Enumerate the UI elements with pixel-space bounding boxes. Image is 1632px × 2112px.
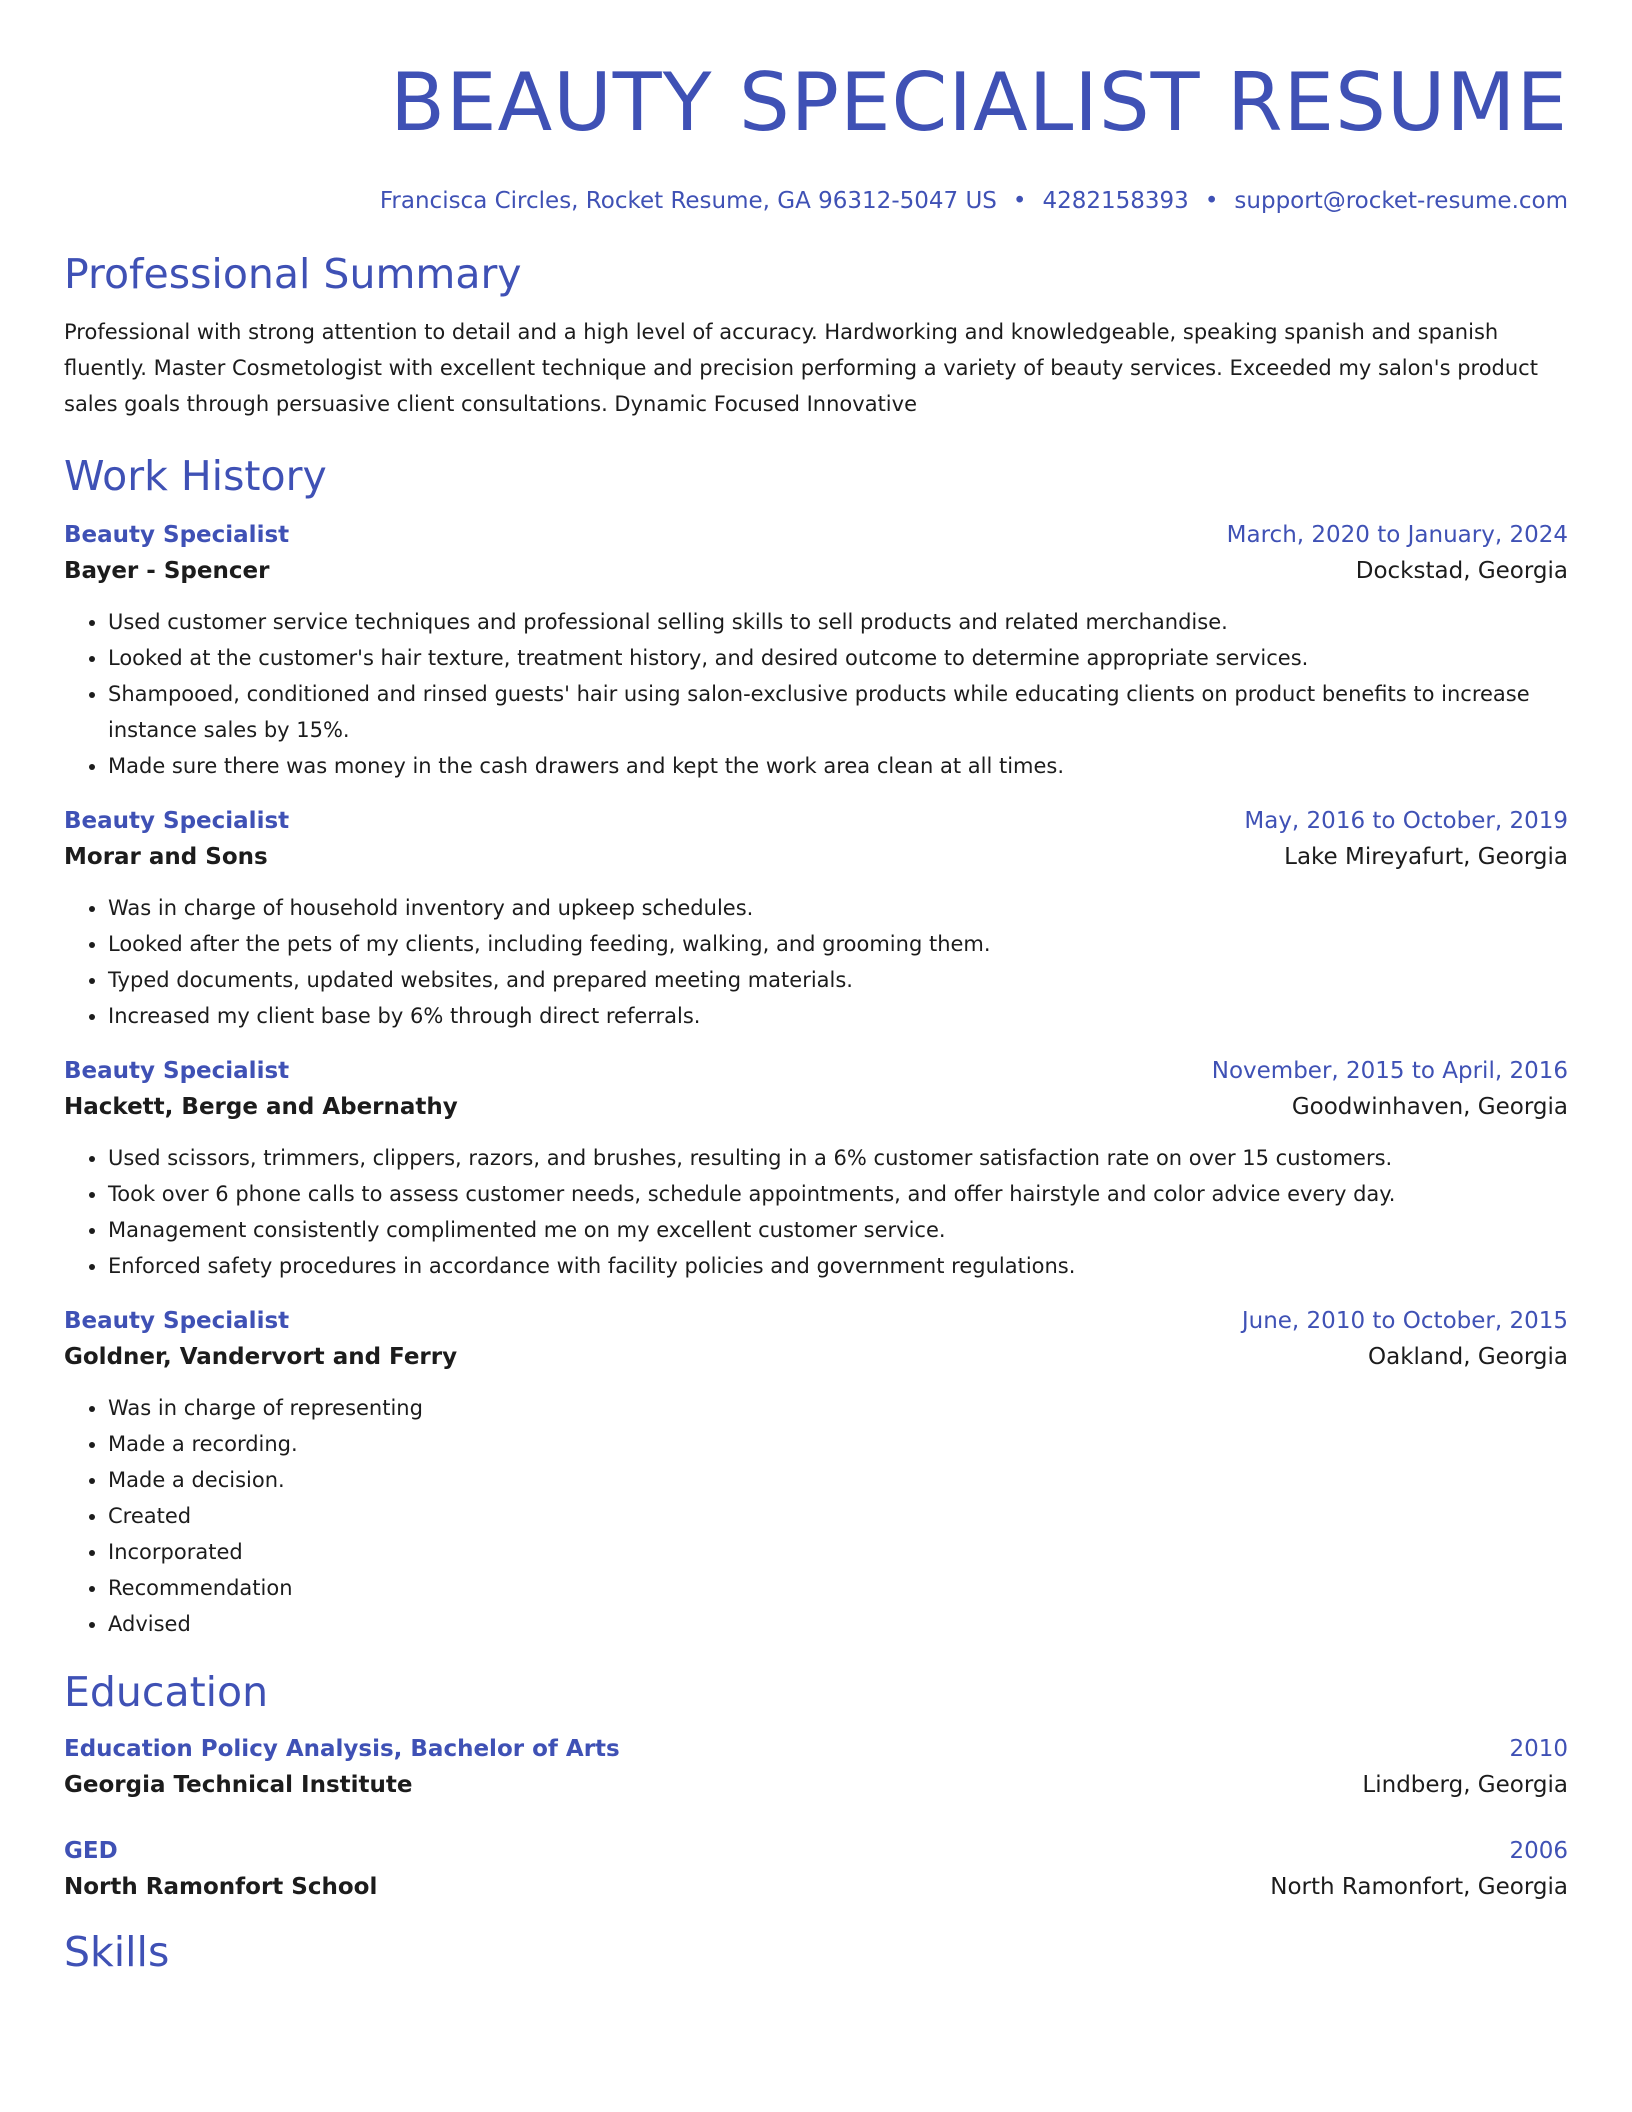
job-dates: June, 2010 to October, 2015 [1241, 1308, 1568, 1334]
job-role: Beauty Specialist [64, 1308, 290, 1334]
job-bullet: • Management consistently complimented me on my excellent customer service. [108, 1212, 1568, 1248]
job-bullets [64, 890, 1568, 1034]
job-bullet: • Looked after the pets of my clients, including feeding, walking, and grooming them. [108, 926, 1568, 962]
job-entry [64, 1304, 1568, 1642]
education-entry [64, 1834, 1568, 1906]
job-bullet: • Shampooed, conditioned and rinsed guests' hair using salon-exclusive products while educating clients on product benefits to increase instance sales by 15%. [108, 676, 1568, 748]
job-bullet: • Enforced safety procedures in accordance with facility policies and government regulations. [108, 1248, 1568, 1284]
job-bullet: • Made a decision. [108, 1462, 1568, 1498]
job-bullet: • Created [108, 1498, 1568, 1534]
job-location: Dockstad, Georgia [1355, 558, 1568, 584]
job-bullet: • Was in charge of representing [108, 1390, 1568, 1426]
job-company: Goldner, Vandervort and Ferry [64, 1344, 458, 1370]
job-entry [64, 518, 1568, 784]
education-school: Georgia Technical Institute [64, 1772, 413, 1798]
job-location: Lake Mireyafurt, Georgia [1284, 844, 1568, 870]
job-bullet: • Looked at the customer's hair texture, treatment history, and desired outcome to determine appropriate services. [108, 640, 1568, 676]
job-role: Beauty Specialist [64, 1058, 290, 1084]
job-bullet: • Recommendation [108, 1570, 1568, 1606]
job-bullet: • Made a recording. [108, 1426, 1568, 1462]
job-company: Bayer - Spencer [64, 558, 270, 584]
job-bullet: • Took over 6 phone calls to assess customer needs, schedule appointments, and offer hairstyle and color advice every day. [108, 1176, 1568, 1212]
job-bullet: • Advised [108, 1606, 1568, 1642]
job-bullet: • Made sure there was money in the cash drawers and kept the work area clean at all times. [108, 748, 1568, 784]
job-company: Hackett, Berge and Abernathy [64, 1094, 458, 1120]
contact-phone: 4282158393 [1042, 188, 1189, 214]
resume-header [64, 0, 1568, 216]
job-bullets [64, 604, 1568, 784]
job-dates: November, 2015 to April, 2016 [1211, 1058, 1568, 1084]
job-location: Oakland, Georgia [1368, 1344, 1568, 1370]
job-bullet: • Increased my client base by 6% through direct referrals. [108, 998, 1568, 1034]
contact-line [64, 186, 1568, 216]
education-location: Lindberg, Georgia [1362, 1772, 1568, 1798]
education-heading: Education [64, 1668, 269, 1716]
education-degree: Education Policy Analysis, Bachelor of Arts [64, 1736, 620, 1762]
job-role: Beauty Specialist [64, 808, 290, 834]
education-year: 2006 [1509, 1838, 1568, 1864]
contact-address: Francisca Circles, Rocket Resume, GA 96312-5047 US [379, 188, 997, 214]
page-title: BEAUTY SPECIALIST RESUME [390, 56, 1568, 149]
job-bullet: • Used scissors, trimmers, clippers, razors, and brushes, resulting in a 6% customer satisfaction rate on over 15 customers. [108, 1140, 1568, 1176]
job-role: Beauty Specialist [64, 522, 290, 548]
contact-separator: • [1204, 188, 1219, 214]
education-year: 2010 [1509, 1736, 1568, 1762]
skills-heading: Skills [64, 1928, 170, 1976]
summary-text: Professional with strong attention to detail and a high level of accuracy. Hardworking and knowledgeable, speaking spanish and spanish fluently. Master Cosmetologist with excellent technique and precision performing a variety of beauty services. Exceeded my salon's product sales goals through persuasive client consultations. Dynamic Focused Innovative [64, 320, 1538, 416]
job-bullet: • Incorporated [108, 1534, 1568, 1570]
job-bullet: • Typed documents, updated websites, and prepared meeting materials. [108, 962, 1568, 998]
job-company: Morar and Sons [64, 844, 268, 870]
job-entry [64, 1054, 1568, 1284]
education-location: North Ramonfort, Georgia [1270, 1874, 1568, 1900]
job-bullet: • Used customer service techniques and professional selling skills to sell products and related merchandise. [108, 604, 1568, 640]
job-dates: May, 2016 to October, 2019 [1244, 808, 1568, 834]
job-dates: March, 2020 to January, 2024 [1226, 522, 1568, 548]
contact-separator: • [1012, 188, 1027, 214]
work-history-heading: Work History [64, 452, 327, 500]
job-bullets [64, 1140, 1568, 1284]
education-school: North Ramonfort School [64, 1874, 378, 1900]
job-bullets [64, 1390, 1568, 1642]
job-entry [64, 804, 1568, 1034]
job-location: Goodwinhaven, Georgia [1291, 1094, 1568, 1120]
education-entry [64, 1732, 1568, 1804]
contact-email[interactable]: support@rocket-resume.com [1234, 188, 1568, 214]
education-degree: GED [64, 1838, 118, 1864]
summary-heading: Professional Summary [64, 250, 522, 298]
job-bullet: • Was in charge of household inventory and upkeep schedules. [108, 890, 1568, 926]
